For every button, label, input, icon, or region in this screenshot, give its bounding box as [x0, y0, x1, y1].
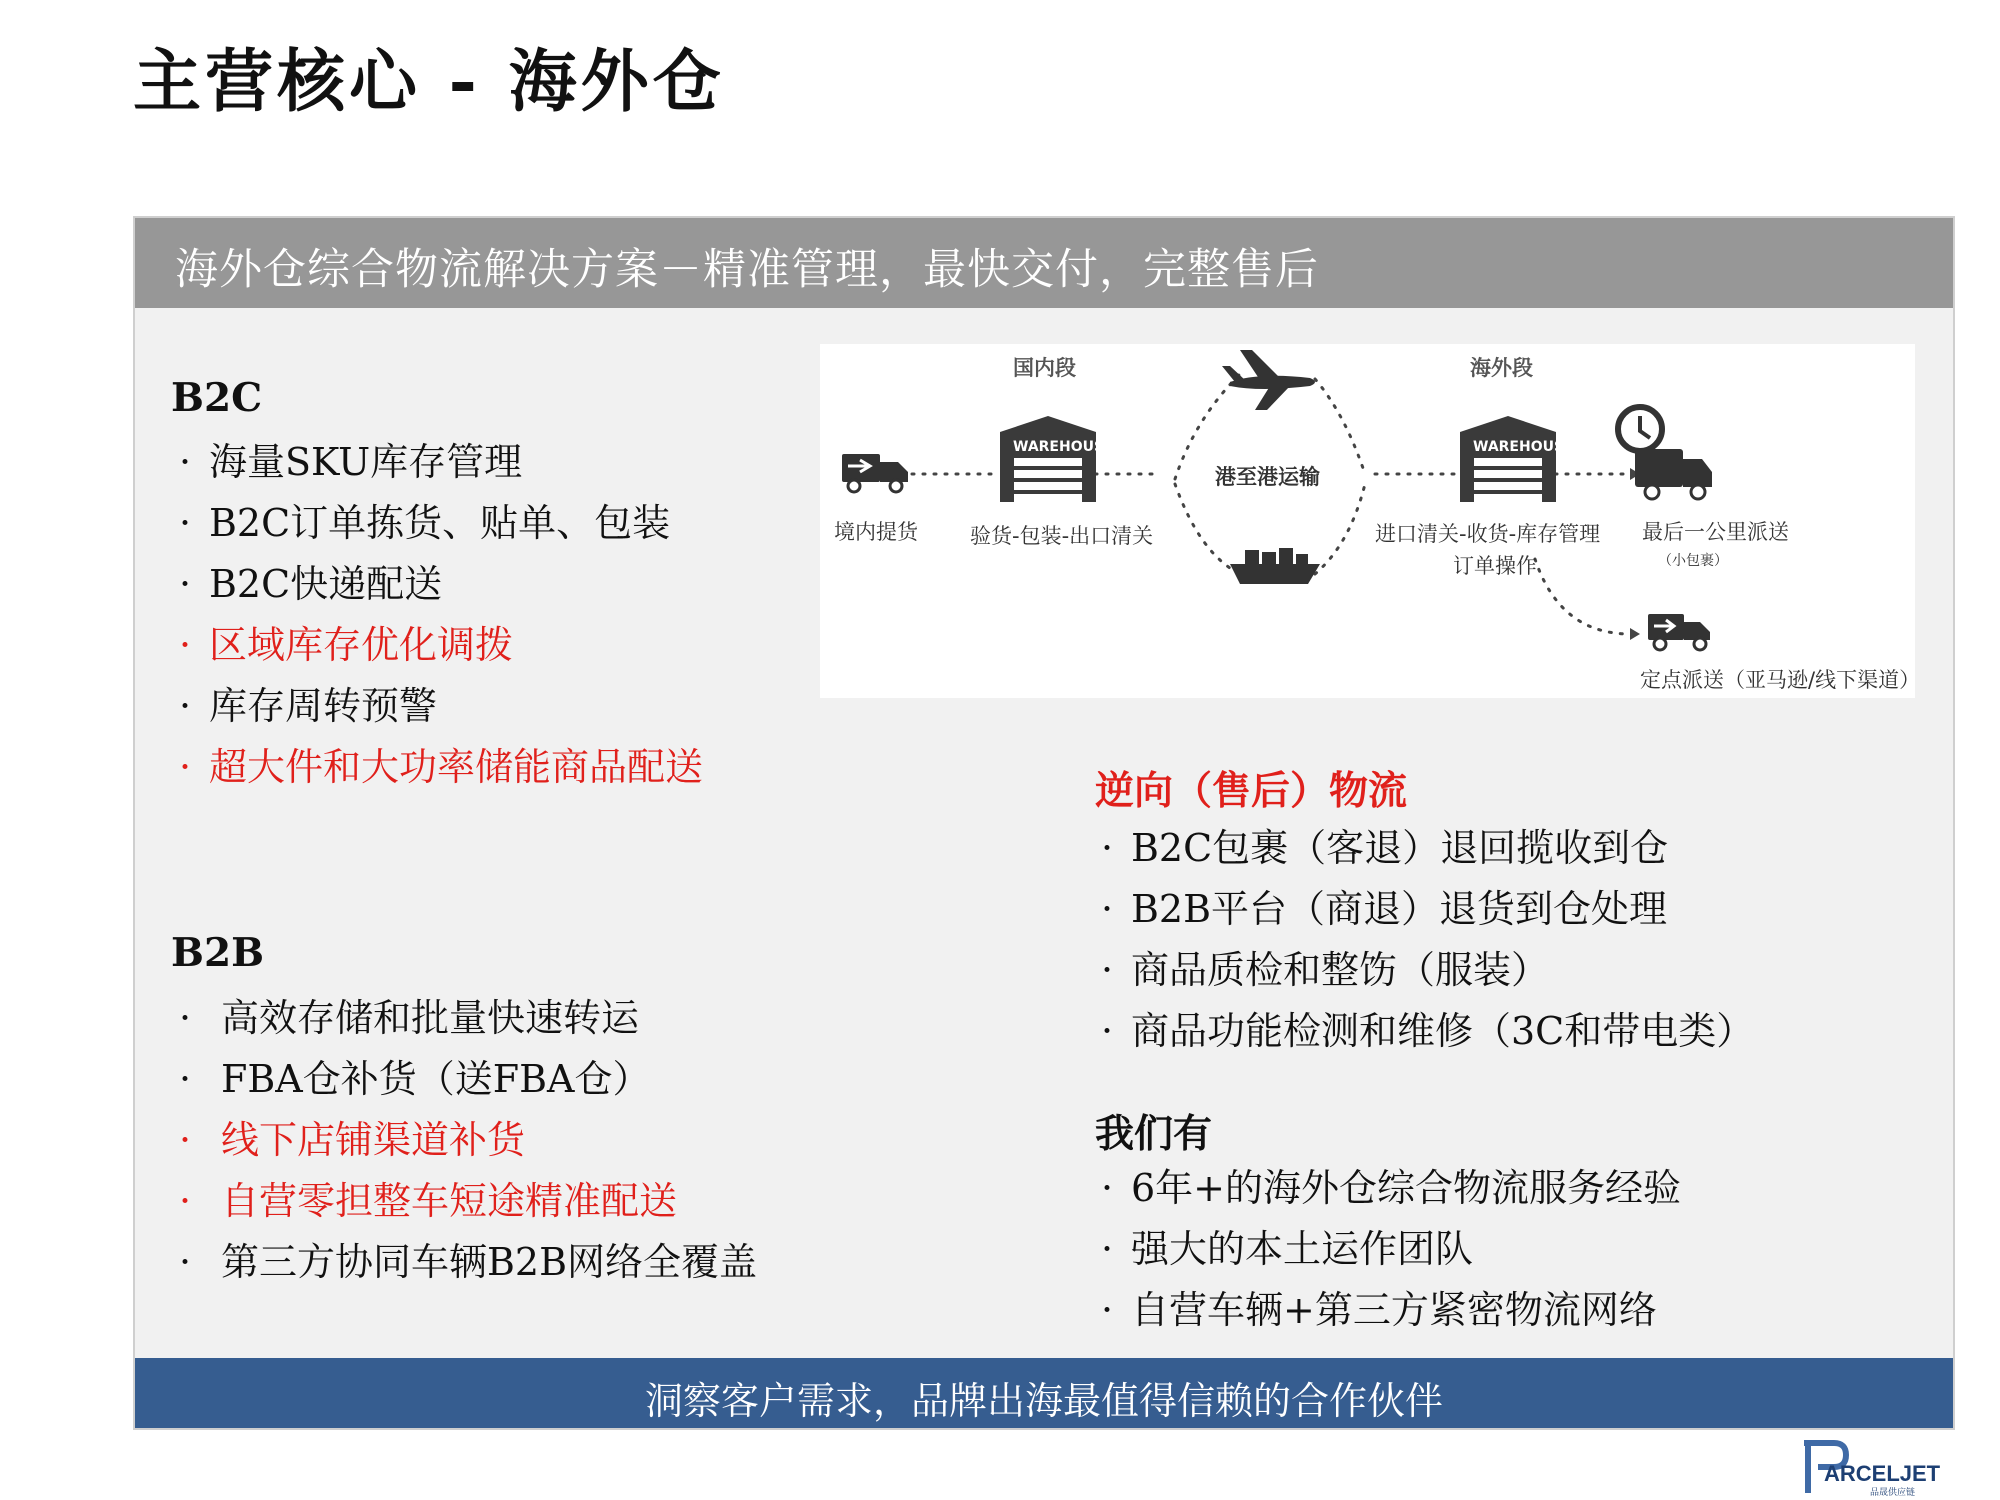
domestic-warehouse-word: WAREHOUSE	[1013, 439, 1114, 455]
list-item-text: 第三方协同车辆B2B网络全覆盖	[221, 1240, 758, 1284]
list-item-text: 自营零担整车短途精准配送	[221, 1179, 678, 1223]
list-item-text: 强大的本土运作团队	[1131, 1227, 1474, 1271]
list-item	[179, 1110, 757, 1171]
list-item-text: 商品质检和整饬（服装）	[1131, 948, 1550, 992]
bullet-dot: ·	[179, 684, 192, 728]
bullet-dot: ·	[179, 623, 192, 667]
domestic-warehouse-icon	[1000, 416, 1096, 502]
bullet-dot: ·	[1101, 826, 1114, 870]
footer-text: 洞察客户需求，品牌出海最值得信赖的合作伙伴	[644, 1379, 1443, 1423]
port-transport-label: 港至港运输	[1215, 465, 1320, 489]
b2c-heading: B2C	[171, 375, 263, 421]
list-item	[179, 1049, 757, 1110]
page-title: 主营核心 - 海外仓	[133, 42, 725, 122]
strengths-heading: 我们有	[1095, 1111, 1213, 1157]
flow-arrow-fixed-point	[1535, 559, 1630, 634]
overseas-warehouse-icon	[1460, 416, 1556, 502]
order-operation-label: 订单操作	[1453, 554, 1537, 578]
list-item	[179, 676, 703, 737]
bullet-dot: ·	[179, 745, 192, 789]
reverse-list	[1101, 818, 1754, 1062]
bullet-dot: ·	[1101, 1227, 1114, 1271]
inspect-pack-export-label: 验货-包装-出口清关	[970, 524, 1154, 548]
bullet-dot: ·	[1101, 948, 1114, 992]
flow-arrow-sea-down	[1175, 484, 1240, 574]
list-item-text: 高效存储和批量快速转运	[221, 996, 640, 1040]
list-item-text: 商品功能检测和维修（3C和带电类）	[1131, 1009, 1755, 1053]
list-item-text: 超大件和大功率储能商品配送	[209, 745, 704, 789]
cargo-ship-icon	[1230, 548, 1320, 584]
bullet-dot: ·	[1101, 1166, 1114, 1210]
flow-arrow-air-down	[1315, 379, 1365, 474]
list-item	[179, 493, 703, 554]
logistics-flow-diagram	[820, 344, 1921, 698]
overseas-segment-label: 海外段	[1470, 356, 1533, 380]
bullet-dot: ·	[1101, 887, 1114, 931]
parceljet-logo-graphic	[1800, 1437, 1950, 1497]
list-item	[1101, 879, 1754, 940]
list-item	[179, 988, 757, 1049]
list-item	[179, 554, 703, 615]
list-item-text: B2B平台（商退）退货到仓处理	[1131, 887, 1668, 931]
list-item	[179, 432, 703, 493]
list-item	[1101, 818, 1754, 879]
fixed-delivery-truck-icon	[1648, 614, 1710, 650]
domestic-segment-label: 国内段	[1013, 356, 1076, 380]
bullet-dot: ·	[1101, 1009, 1114, 1053]
bullet-dot: ·	[179, 440, 192, 484]
list-item	[179, 615, 703, 676]
list-item-text: 海量SKU库存管理	[209, 440, 523, 484]
list-item-text: B2C包裹（客退）退回揽收到仓	[1131, 826, 1669, 870]
last-mile-label: 最后一公里派送	[1642, 520, 1789, 544]
list-item	[1101, 1280, 1681, 1341]
list-item	[1101, 940, 1754, 1001]
parceljet-logo	[1800, 1437, 1950, 1497]
overseas-warehouse-word: WAREHOUSE	[1473, 439, 1574, 455]
bullet-dot: ·	[179, 996, 192, 1040]
bullet-dot: ·	[179, 562, 192, 606]
bullet-dot: ·	[179, 1179, 192, 1223]
delivery-truck-clock-icon	[1618, 407, 1712, 499]
strengths-list	[1101, 1158, 1681, 1341]
pickup-truck-icon	[842, 454, 908, 492]
banner	[135, 218, 1953, 308]
footer-bar	[135, 1358, 1953, 1428]
import-clearance-label: 进口清关-收货-库存管理	[1375, 522, 1601, 546]
list-item-text: 6年+的海外仓综合物流服务经验	[1131, 1166, 1682, 1210]
svg-text:ARCELJET: ARCELJET	[1824, 1461, 1941, 1486]
list-item	[179, 737, 703, 798]
fixed-point-delivery-label: 定点派送（亚马逊/线下渠道）	[1640, 668, 1921, 692]
last-mile-note: （小包裹）	[1658, 553, 1728, 569]
list-item-text: 线下店铺渠道补货	[221, 1118, 526, 1162]
banner-text: 海外仓综合物流解决方案－精准管理，最快交付，完整售后	[175, 245, 1319, 295]
flow-arrow-sea-up	[1315, 484, 1365, 574]
list-item-text: 库存周转预警	[209, 684, 438, 728]
bullet-dot: ·	[1101, 1288, 1114, 1332]
list-item-text: B2C快递配送	[209, 562, 443, 606]
b2b-list	[179, 988, 757, 1293]
list-item	[179, 1232, 757, 1293]
bullet-dot: ·	[179, 1118, 192, 1162]
list-item-text: 区域库存优化调拨	[209, 623, 514, 667]
list-item	[1101, 1219, 1681, 1280]
pickup-label: 境内提货	[834, 520, 918, 544]
svg-text:品晟供应链: 品晟供应链	[1870, 1488, 1916, 1497]
reverse-heading: 逆向（售后）物流	[1095, 768, 1408, 814]
list-item-text: FBA仓补货（送FBA仓）	[221, 1057, 651, 1101]
b2b-heading: B2B	[171, 930, 265, 976]
bullet-dot: ·	[179, 1240, 192, 1284]
airplane-icon	[1222, 350, 1315, 410]
bullet-dot: ·	[179, 501, 192, 545]
list-item-text: B2C订单拣货、贴单、包装	[209, 501, 671, 545]
b2c-list	[179, 432, 703, 798]
list-item	[179, 1171, 757, 1232]
list-item	[1101, 1001, 1754, 1062]
list-item-text: 自营车辆+第三方紧密物流网络	[1131, 1288, 1657, 1332]
bullet-dot: ·	[179, 1057, 192, 1101]
list-item	[1101, 1158, 1681, 1219]
